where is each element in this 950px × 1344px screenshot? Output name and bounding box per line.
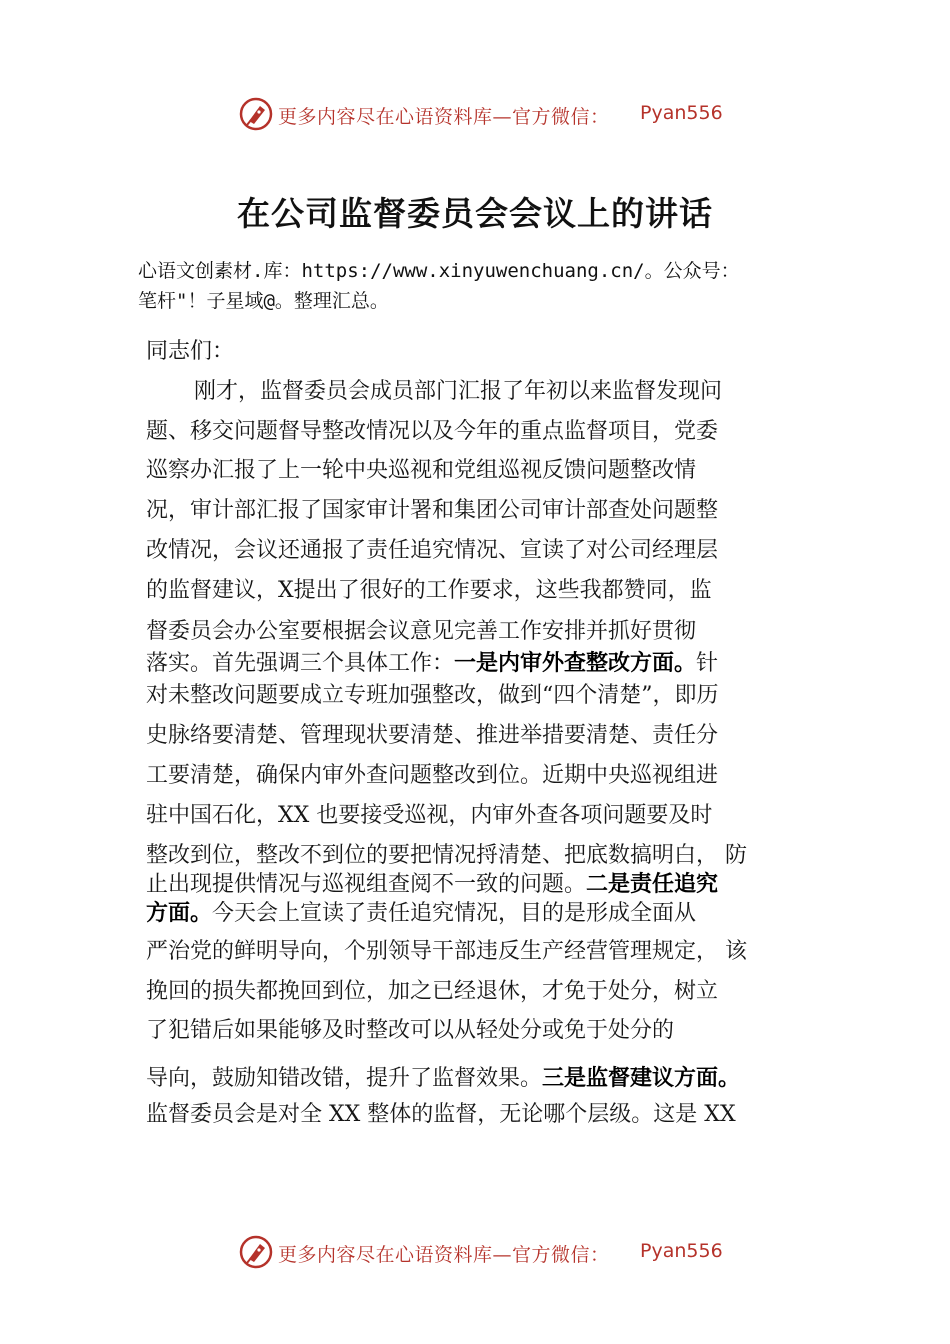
body-line: 严治党的鲜明导向，个别领导干部违反生产经营管理规定， 该 xyxy=(146,939,747,964)
banner-wechat-id: Pyan556 xyxy=(640,1240,723,1262)
body-line: 整改到位，整改不到位的要把情况捋清楚、把底数搞明白， 防 xyxy=(146,843,747,868)
body-line: 工要清楚，确保内审外查问题整改到位。近期中央巡视组进 xyxy=(146,763,719,788)
source-line: 笔杆"！子星域@。整理汇总。 xyxy=(138,290,389,312)
page-title: 在公司监督委员会会议上的讲话 xyxy=(237,194,713,233)
source-note xyxy=(138,256,858,316)
emphasis-heading: 方面。 xyxy=(146,901,213,926)
body-line: 刚才，监督委员会成员部门汇报了年初以来监督发现问 xyxy=(194,379,723,404)
emphasis-heading: 二是责任追究 xyxy=(586,872,719,897)
body-line: 挽回的损失都挽回到位，加之已经退休，才免于处分，树立 xyxy=(146,979,719,1004)
body-line: 止出现提供情况与巡视组查阅不一致的问题。二是责任追究 xyxy=(146,872,719,897)
body-line: 落实。首先强调三个具体工作：一是内审外查整改方面。针 xyxy=(146,651,719,676)
body-line: 改情况，会议还通报了责任追究情况、宣读了对公司经理层 xyxy=(146,538,719,563)
pen-nib-seal-icon xyxy=(238,96,274,132)
body-line: 了犯错后如果能够及时整改可以从轻处分或免于处分的 xyxy=(146,1018,675,1043)
body-line: 监督委员会是对全 XX 整体的监督，无论哪个层级。这是 XX xyxy=(146,1102,736,1127)
body-line: 的监督建议，X提出了很好的工作要求，这些我都赞同，监 xyxy=(146,578,712,603)
body-line: 题、移交问题督导整改情况以及今年的重点监督项目，党委 xyxy=(146,419,719,444)
footer-banner xyxy=(0,1232,950,1272)
body-line: 导向，鼓励知错改错，提升了监督效果。三是监督建议方面。 xyxy=(146,1066,741,1091)
source-line: 心语文创素材.库：https://www.xinyuwenchuang.cn/。公众号： xyxy=(138,260,740,282)
body-line: 对未整改问题要成立专班加强整改，做到“四个清楚”，即历 xyxy=(146,683,719,708)
banner-text: 更多内容尽在心语资料库—官方微信： xyxy=(278,106,610,128)
body-line: 况，审计部汇报了国家审计署和集团公司审计部查处问题整 xyxy=(146,498,719,523)
body-line: 巡察办汇报了上一轮中央巡视和党组巡视反馈问题整改情 xyxy=(146,458,697,483)
body-line: 驻中国石化，XX 也要接受巡视，内审外查各项问题要及时 xyxy=(146,803,713,828)
emphasis-heading: 三是监督建议方面。 xyxy=(542,1066,741,1091)
greeting: 同志们： xyxy=(146,339,235,364)
header-banner xyxy=(0,94,950,134)
body-line: 史脉络要清楚、管理现状要清楚、推进举措要清楚、责任分 xyxy=(146,723,719,748)
banner-wechat-id: Pyan556 xyxy=(640,102,723,124)
banner-text: 更多内容尽在心语资料库—官方微信： xyxy=(278,1244,610,1266)
body-line: 督委员会办公室要根据会议意见完善工作安排并抓好贯彻 xyxy=(146,619,697,644)
body-line: 方面。今天会上宣读了责任追究情况，目的是形成全面从 xyxy=(146,901,697,926)
emphasis-heading: 一是内审外查整改方面。 xyxy=(454,651,697,676)
pen-nib-seal-icon xyxy=(238,1234,274,1270)
